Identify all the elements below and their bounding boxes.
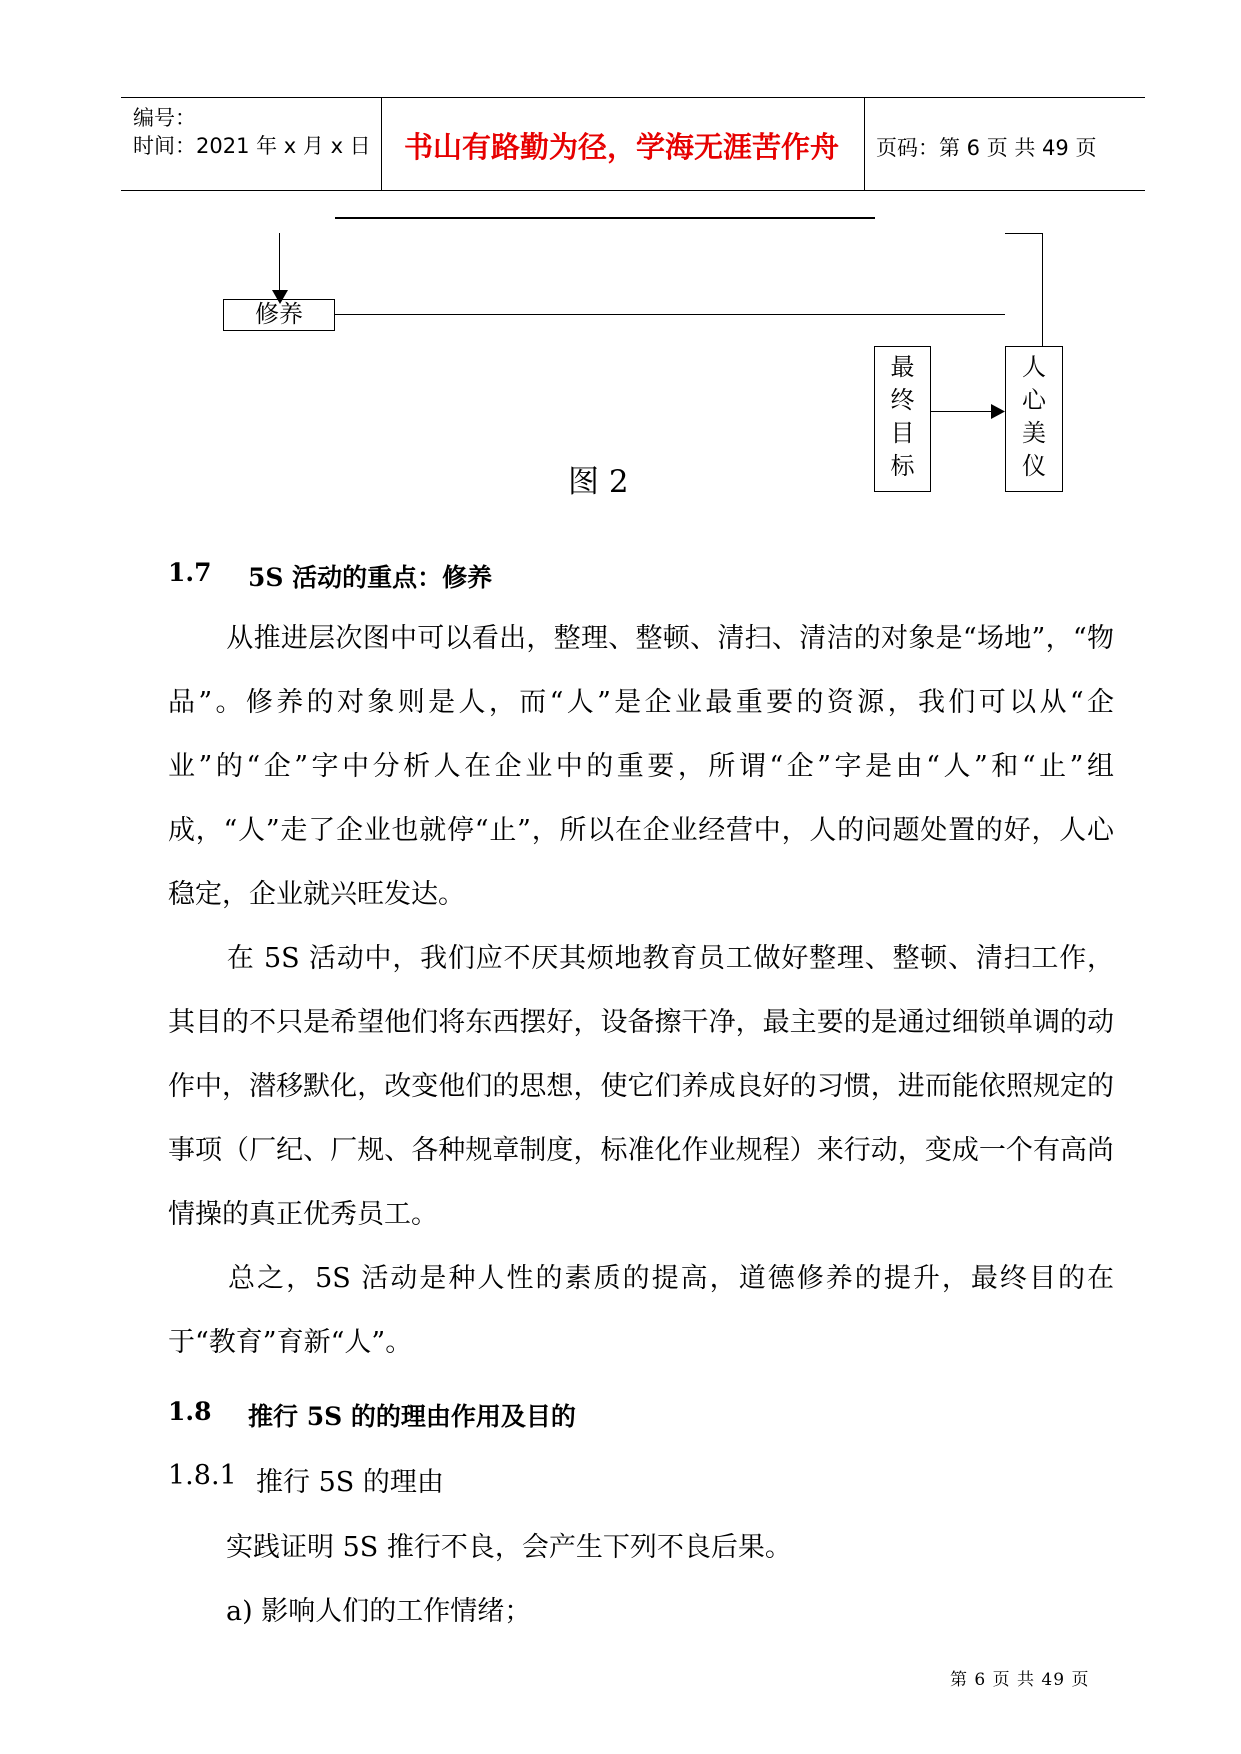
diagram-top-line bbox=[335, 217, 875, 219]
header-time-label: 时间：2021 年 x 月 x 日 bbox=[133, 134, 371, 158]
box-final-goal-char-2: 终 bbox=[890, 386, 915, 414]
box-heart-beauty-char-4: 仪 bbox=[1022, 452, 1046, 480]
header-bottom-rule bbox=[121, 190, 1145, 191]
diagram-arrow-right-shaft bbox=[931, 411, 993, 412]
section-1-8-intro: 实践证明 5S 推行不良，会产生下列不良后果。 bbox=[226, 1532, 792, 1563]
subsection-1-8-1-title: 推行 5S 的理由 bbox=[256, 1467, 444, 1498]
box-final-goal-char-1: 最 bbox=[890, 353, 915, 381]
list-item-a: a) 影响人们的工作情绪； bbox=[226, 1596, 532, 1627]
paragraph-3-text: 总之，5S 活动是种人性的素质的提高，道德修养的提升，最终目的在于“教育”育新“人”。 bbox=[168, 1263, 1114, 1358]
section-1-8-title: 推行 5S 的的理由作用及目的 bbox=[248, 1402, 576, 1431]
arrow-right-icon bbox=[991, 404, 1005, 419]
header-number-label: 编号： bbox=[133, 106, 196, 130]
diagram-right-top-line bbox=[1005, 233, 1043, 234]
box-final-goal-char-4: 标 bbox=[890, 452, 915, 480]
section-1-8-number: 1.8 bbox=[168, 1397, 212, 1426]
paragraph-2 bbox=[168, 927, 1114, 1247]
section-1-7-title: 5S 活动的重点：修养 bbox=[248, 563, 493, 592]
box-final-goal bbox=[874, 346, 931, 492]
figure-caption: 图 2 bbox=[568, 464, 629, 500]
paragraph-1-text: 从推进层次图中可以看出，整理、整顿、清扫、清洁的对象是“场地”，“物品”。修养的对象则是人，而“人”是企业最重要的资源，我们可以从“企业”的“企”字中分析人在企业中的重要，所谓“企”字是由“人”和“止”组成，“人”走了企业也就停“止”，所以在企业经营中，人的问题处置的好，人心稳定，企业就兴旺发达。 bbox=[168, 623, 1114, 910]
page-footer: 第 6 页 共 49 页 bbox=[950, 1670, 1090, 1690]
box-final-goal-char-3: 目 bbox=[890, 419, 915, 447]
paragraph-3 bbox=[168, 1247, 1114, 1375]
paragraph-1 bbox=[168, 607, 1114, 927]
box-heart-beauty bbox=[1005, 346, 1063, 492]
section-1-7-number: 1.7 bbox=[168, 558, 212, 587]
header-motto: 书山有路勤为径，学海无涯苦作舟 bbox=[404, 130, 840, 164]
header-divider-1 bbox=[381, 97, 382, 190]
box-heart-beauty-char-2: 心 bbox=[1022, 386, 1046, 414]
header-divider-2 bbox=[864, 97, 865, 190]
header-page-info: 页码：第 6 页 共 49 页 bbox=[876, 136, 1097, 160]
paragraph-2-text: 在 5S 活动中，我们应不厌其烦地教育员工做好整理、整顿、清扫工作，其目的不只是希望他们将东西摆好，设备擦干净，最主要的是通过细锁单调的动作中，潜移默化，改变他们的思想，使它们养成良好的习惯，进而能依照规定的事项（厂纪、厂规、各种规章制度，标准化作业规程）来行动，变成一个有高尚情操的真正优秀员工。 bbox=[168, 943, 1114, 1230]
box-cultivation-label: 修养 bbox=[255, 300, 303, 328]
diagram-right-vertical-line bbox=[1042, 233, 1043, 347]
subsection-1-8-1-number: 1.8.1 bbox=[168, 1460, 237, 1491]
box-cultivation bbox=[223, 299, 335, 331]
diagram-middle-line bbox=[335, 314, 1005, 315]
box-heart-beauty-char-3: 美 bbox=[1022, 419, 1046, 447]
header-top-rule bbox=[121, 97, 1145, 98]
box-heart-beauty-char-1: 人 bbox=[1022, 353, 1046, 381]
